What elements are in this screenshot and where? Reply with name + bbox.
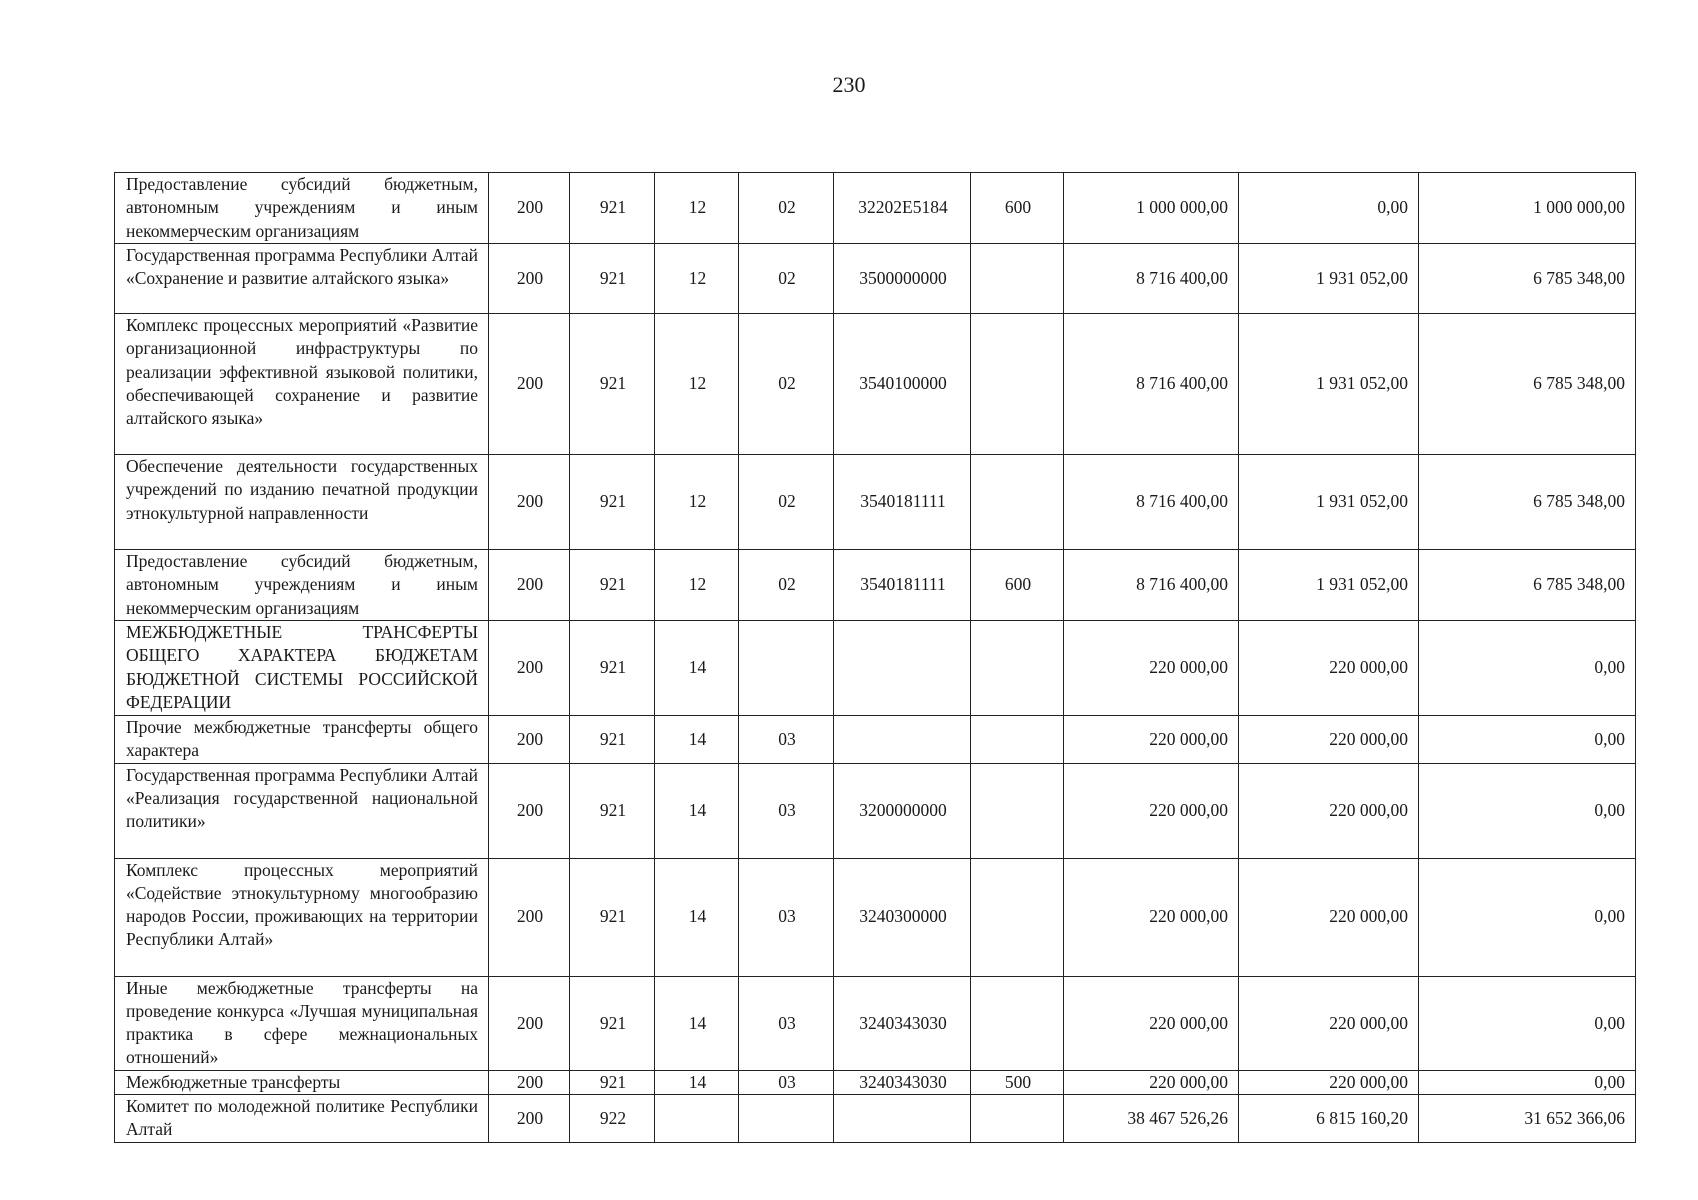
cell-target-code: 3540181111 [834,455,971,550]
row-name: Прочие межбюджетные трансферты общего характера [115,716,489,764]
row-name: Комитет по молодежной политике Республики Алтай [115,1095,489,1143]
table-row [115,314,1636,455]
cell-expense-type [971,244,1064,314]
cell-target-code: 3540181111 [834,550,971,621]
cell-expense-type [971,314,1064,455]
cell-section: 14 [655,858,739,976]
row-name: МЕЖБЮДЖЕТНЫЕ ТРАНСФЕРТЫ ОБЩЕГО ХАРАКТЕРА БЮДЖЕТАМ БЮДЖЕТНОЙ СИСТЕМЫ РОССИЙСКОЙ ФЕДЕРАЦИИ [115,621,489,716]
cell-expense-type [971,976,1064,1070]
cell-col2: 921 [570,621,655,716]
cell-col1: 200 [489,716,570,764]
cell-col1: 200 [489,1070,570,1094]
cell-sum-3: 0,00 [1419,621,1636,716]
cell-col1: 200 [489,550,570,621]
cell-col2: 921 [570,976,655,1070]
table-row [115,550,1636,621]
cell-sum-3: 31 652 366,06 [1419,1095,1636,1143]
cell-sum-2: 220 000,00 [1239,976,1419,1070]
cell-expense-type [971,763,1064,858]
cell-section: 12 [655,244,739,314]
cell-col1: 200 [489,858,570,976]
cell-col2: 921 [570,1070,655,1094]
table-row [115,858,1636,976]
cell-col1: 200 [489,314,570,455]
table-row [115,173,1636,244]
cell-sum-2: 6 815 160,20 [1239,1095,1419,1143]
cell-col1: 200 [489,976,570,1070]
cell-col2: 921 [570,173,655,244]
cell-sum-2: 220 000,00 [1239,716,1419,764]
cell-subsection: 02 [739,550,834,621]
cell-sum-1: 220 000,00 [1064,621,1239,716]
table-row [115,244,1636,314]
cell-col1: 200 [489,1095,570,1143]
cell-subsection: 02 [739,173,834,244]
cell-expense-type [971,1095,1064,1143]
cell-sum-2: 0,00 [1239,173,1419,244]
cell-sum-3: 6 785 348,00 [1419,455,1636,550]
cell-sum-1: 220 000,00 [1064,763,1239,858]
cell-sum-2: 1 931 052,00 [1239,455,1419,550]
cell-col1: 200 [489,244,570,314]
cell-sum-1: 220 000,00 [1064,716,1239,764]
cell-sum-2: 1 931 052,00 [1239,550,1419,621]
cell-target-code [834,716,971,764]
cell-target-code: 3200000000 [834,763,971,858]
cell-sum-3: 6 785 348,00 [1419,244,1636,314]
cell-subsection: 03 [739,716,834,764]
cell-section: 14 [655,716,739,764]
cell-subsection: 02 [739,244,834,314]
cell-sum-1: 8 716 400,00 [1064,244,1239,314]
cell-expense-type [971,621,1064,716]
cell-subsection [739,1095,834,1143]
cell-sum-3: 6 785 348,00 [1419,314,1636,455]
cell-target-code: 3500000000 [834,244,971,314]
cell-section: 12 [655,173,739,244]
cell-subsection: 02 [739,314,834,455]
cell-target-code: 3240343030 [834,976,971,1070]
cell-sum-1: 38 467 526,26 [1064,1095,1239,1143]
page-number: 230 [832,72,866,97]
cell-section [655,1095,739,1143]
row-name: Обеспечение деятельности государственных учреждений по изданию печатной продукции этнокультурной направленности [115,455,489,550]
cell-col2: 921 [570,858,655,976]
cell-section: 12 [655,455,739,550]
cell-sum-3: 0,00 [1419,716,1636,764]
cell-sum-3: 0,00 [1419,858,1636,976]
cell-subsection: 03 [739,858,834,976]
cell-subsection: 03 [739,763,834,858]
cell-target-code: 3540100000 [834,314,971,455]
table-row [115,1095,1636,1143]
cell-section: 14 [655,621,739,716]
table-row [115,976,1636,1070]
cell-sum-3: 0,00 [1419,763,1636,858]
cell-expense-type [971,858,1064,976]
cell-target-code [834,1095,971,1143]
cell-target-code: 3240343030 [834,1070,971,1094]
row-name: Межбюджетные трансферты [115,1070,489,1094]
cell-col2: 921 [570,763,655,858]
row-name: Предоставление субсидий бюджетным, автономным учреждениям и иным некоммерческим организациям [115,173,489,244]
cell-sum-3: 6 785 348,00 [1419,550,1636,621]
cell-col1: 200 [489,763,570,858]
cell-sum-3: 0,00 [1419,976,1636,1070]
cell-subsection: 03 [739,976,834,1070]
cell-sum-1: 8 716 400,00 [1064,550,1239,621]
cell-sum-1: 1 000 000,00 [1064,173,1239,244]
cell-col2: 921 [570,716,655,764]
cell-sum-1: 8 716 400,00 [1064,314,1239,455]
row-name: Предоставление субсидий бюджетным, автономным учреждениям и иным некоммерческим организациям [115,550,489,621]
cell-sum-2: 1 931 052,00 [1239,314,1419,455]
cell-col1: 200 [489,455,570,550]
cell-col2: 921 [570,455,655,550]
cell-section: 14 [655,763,739,858]
table-row [115,763,1636,858]
cell-sum-3: 1 000 000,00 [1419,173,1636,244]
cell-target-code: 3240300000 [834,858,971,976]
cell-col1: 200 [489,173,570,244]
cell-expense-type [971,455,1064,550]
cell-expense-type: 600 [971,173,1064,244]
cell-sum-1: 8 716 400,00 [1064,455,1239,550]
cell-section: 12 [655,550,739,621]
cell-sum-2: 220 000,00 [1239,763,1419,858]
cell-sum-2: 220 000,00 [1239,621,1419,716]
row-name: Государственная программа Республики Алтай «Сохранение и развитие алтайского языка» [115,244,489,314]
cell-subsection: 02 [739,455,834,550]
cell-sum-1: 220 000,00 [1064,976,1239,1070]
cell-sum-2: 1 931 052,00 [1239,244,1419,314]
cell-section: 12 [655,314,739,455]
row-name: Иные межбюджетные трансферты на проведение конкурса «Лучшая муниципальная практика в сфере межнациональных отношений» [115,976,489,1070]
cell-section: 14 [655,1070,739,1094]
cell-sum-1: 220 000,00 [1064,858,1239,976]
cell-col2: 921 [570,550,655,621]
cell-target-code: 32202E5184 [834,173,971,244]
row-name: Комплекс процессных мероприятий «Содействие этнокультурному многообразию народов России, проживающих на территории Республики Алтай» [115,858,489,976]
cell-sum-1: 220 000,00 [1064,1070,1239,1094]
cell-expense-type: 600 [971,550,1064,621]
cell-sum-3: 0,00 [1419,1070,1636,1094]
cell-expense-type [971,716,1064,764]
table-row [115,1070,1636,1094]
table-row [115,455,1636,550]
cell-subsection [739,621,834,716]
cell-col2: 921 [570,314,655,455]
cell-subsection: 03 [739,1070,834,1094]
table-row [115,621,1636,716]
cell-col1: 200 [489,621,570,716]
cell-col2: 922 [570,1095,655,1143]
cell-col2: 921 [570,244,655,314]
cell-sum-2: 220 000,00 [1239,1070,1419,1094]
row-name: Государственная программа Республики Алтай «Реализация государственной национальной политики» [115,763,489,858]
budget-table [114,172,1636,1143]
cell-expense-type: 500 [971,1070,1064,1094]
cell-section: 14 [655,976,739,1070]
cell-target-code [834,621,971,716]
row-name: Комплекс процессных мероприятий «Развитие организационной инфраструктуры по реализации эффективной языковой политики, обеспечивающей сохранение и развитие алтайского языка» [115,314,489,455]
cell-sum-2: 220 000,00 [1239,858,1419,976]
table-row [115,716,1636,764]
